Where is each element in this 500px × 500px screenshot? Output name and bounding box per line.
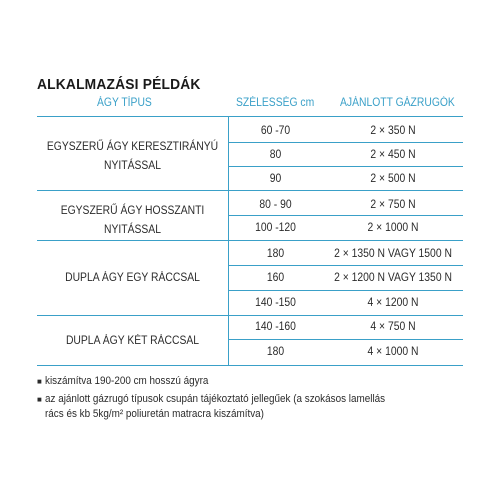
spring-cell: 2 × 350 N: [370, 125, 416, 137]
type-line: EGYSZERŰ ÁGY KERESZTIRÁNYÚ: [46, 141, 219, 153]
width-cell: 160: [266, 272, 285, 284]
width-cell: 90: [269, 173, 282, 185]
row-divider: [228, 166, 463, 167]
header-spring: AJÁNLOTT GÁZRUGÓK: [340, 97, 455, 109]
spring-cell: 2 × 450 N: [370, 149, 416, 161]
note-line: az ajánlott gázrugó típusok csupán tájékoztató jellegűek (a szokásos lamellás: [45, 393, 386, 405]
spring-cell: 4 × 1200 N: [367, 297, 419, 309]
width-cell: 100 -120: [255, 222, 296, 234]
width-cell: 180: [266, 346, 285, 358]
width-cell: 140 -160: [255, 321, 296, 333]
column-divider: [228, 116, 229, 366]
group-divider: [37, 190, 463, 191]
spring-cell: 4 × 750 N: [370, 321, 416, 333]
note-line: rács és kb 5kg/m² poliuretán matracra kiszámítva): [45, 408, 264, 420]
header-width: SZÉLESSÉG cm: [236, 97, 315, 109]
type-cell: [47, 332, 219, 351]
row-divider: [228, 215, 463, 216]
type-line: NYITÁSSAL: [104, 224, 161, 236]
type-line: NYITÁSSAL: [104, 160, 161, 172]
row-divider: [228, 339, 463, 340]
spring-cell: 2 × 1350 N VAGY 1500 N: [334, 248, 452, 260]
row-divider: [228, 265, 463, 266]
note-line: kiszámítva 190-200 cm hosszú ágyra: [45, 375, 209, 387]
page-title: ALKALMAZÁSI PÉLDÁK: [37, 76, 201, 93]
spring-cell: 2 × 750 N: [370, 199, 416, 211]
header-divider: [37, 116, 463, 117]
note-bullet: ■: [37, 377, 42, 386]
spring-cell: 2 × 1000 N: [367, 222, 419, 234]
table-bottom-divider: [37, 365, 463, 366]
type-cell: [47, 269, 219, 288]
header-type: ÁGY TÍPUS: [97, 97, 152, 109]
type-cell: [47, 138, 219, 176]
width-cell: 80: [269, 149, 282, 161]
note-bullet: ■: [37, 395, 42, 404]
spring-cell: 2 × 1200 N VAGY 1350 N: [334, 272, 452, 284]
width-cell: 60 -70: [260, 125, 291, 137]
width-cell: 180: [266, 248, 285, 260]
spring-cell: 4 × 1000 N: [367, 346, 419, 358]
type-line: DUPLA ÁGY KÉT RÁCCSAL: [65, 335, 200, 347]
row-divider: [228, 142, 463, 143]
width-cell: 140 -150: [255, 297, 296, 309]
row-divider: [228, 290, 463, 291]
type-cell: [47, 202, 219, 240]
width-cell: 80 - 90: [259, 199, 292, 211]
spring-cell: 2 × 500 N: [370, 173, 416, 185]
type-line: DUPLA ÁGY EGY RÁCCSAL: [65, 272, 200, 284]
group-divider: [37, 240, 463, 241]
group-divider: [37, 315, 463, 316]
type-line: EGYSZERŰ ÁGY HOSSZANTI: [60, 205, 205, 217]
